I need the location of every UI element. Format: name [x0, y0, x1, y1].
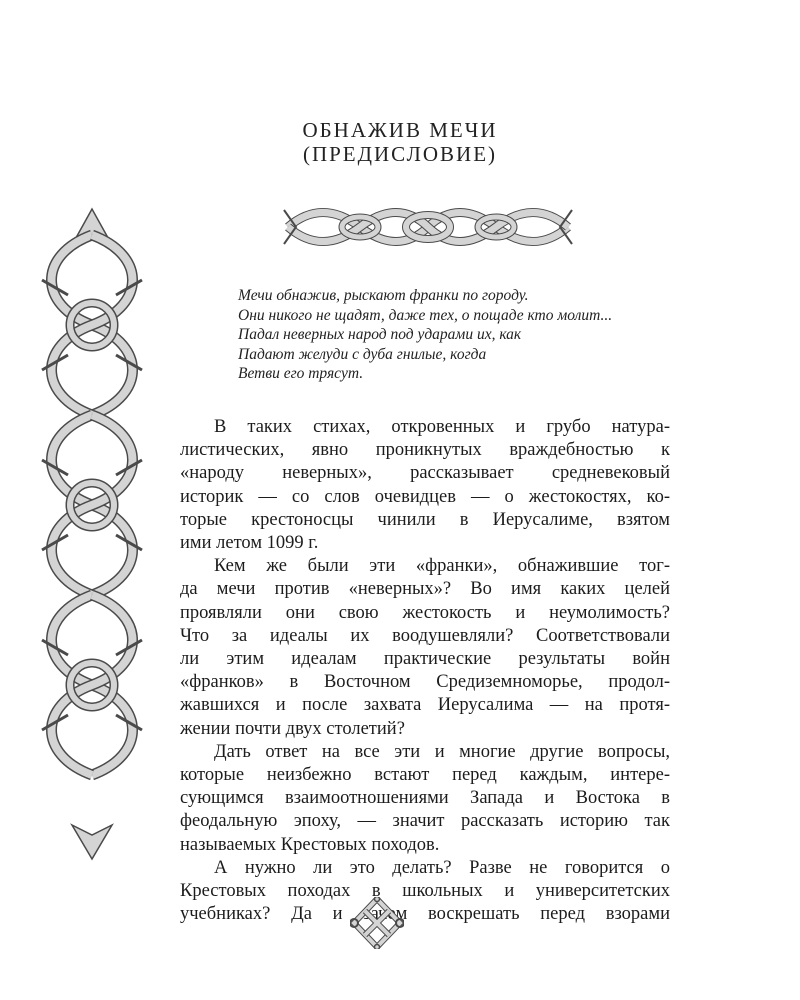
text-line: учебниках? Да и зачем воскрешать перед взорами: [180, 904, 670, 925]
celtic-knot-side-border: [28, 205, 156, 863]
text-line: В таких стихах, откровенных и грубо натура-: [214, 417, 670, 437]
text-line: проявляли они свою жестокость и неумолимость?: [180, 602, 670, 623]
text-line: феодальную эпоху, — значит рассказать историю так: [180, 811, 670, 832]
epigraph-line: Ветви его трясут.: [238, 365, 364, 383]
text-line: да мечи против «неверных»? Во имя каких целей: [180, 579, 670, 600]
text-line: листических, явно проникнутых враждебностью к: [180, 440, 670, 461]
text-line: Дать ответ на все эти и многие другие вопросы,: [214, 741, 670, 762]
text-line: называемых Крестовых походов.: [180, 834, 440, 855]
epigraph-line: Они никого не щадят, даже тех, о пощаде кто молит...: [238, 306, 613, 324]
text-line: которые неизбежно встают перед каждым, интере-: [180, 765, 670, 786]
text-line: историк — со слов очевидцев — о жестокостях, ко-: [180, 486, 670, 507]
epigraph-line: Мечи обнажив, рыскают франки по городу.: [238, 287, 529, 304]
text-line: ими летом 1099 г.: [180, 533, 319, 554]
epigraph-line: Падал неверных народ под ударами их, как: [238, 326, 522, 344]
text-line: А нужно ли это делать? Разве не говорится о: [214, 857, 670, 878]
text-line: жавшихся и после захвата Иерусалима — на протя-: [180, 695, 670, 716]
body-text: [180, 416, 670, 926]
epigraph-line: Падают желуди с дуба гнилые, когда: [238, 345, 487, 363]
text-line: Крестовых походах в школьных и университетских: [180, 881, 670, 902]
celtic-knot-footer-ornament: [350, 897, 404, 949]
text-line: Что за идеалы их воодушевляли? Соответствовали: [180, 625, 670, 646]
text-line: жении почти двух столетий?: [180, 718, 405, 739]
chapter-title: ОБНАЖИВ МЕЧИ: [302, 118, 498, 142]
text-line: Кем же были эти «франки», обнажившие тог-: [214, 556, 670, 577]
celtic-knot-header-ornament: [282, 196, 574, 258]
text-line: сующимся взаимоотношениями Запада и Востока в: [180, 788, 670, 809]
text-line: «народу неверных», рассказывает средневековый: [180, 463, 670, 484]
text-line: ли этим идеалам практические результаты войн: [180, 649, 670, 670]
text-line: «франков» в Восточном Средиземноморье, продол-: [180, 672, 670, 693]
text-line: торые крестоносцы чинили в Иерусалиме, взятом: [180, 509, 670, 530]
chapter-subtitle: (ПРЕДИСЛОВИЕ): [302, 142, 498, 166]
epigraph-poem: [238, 286, 698, 384]
